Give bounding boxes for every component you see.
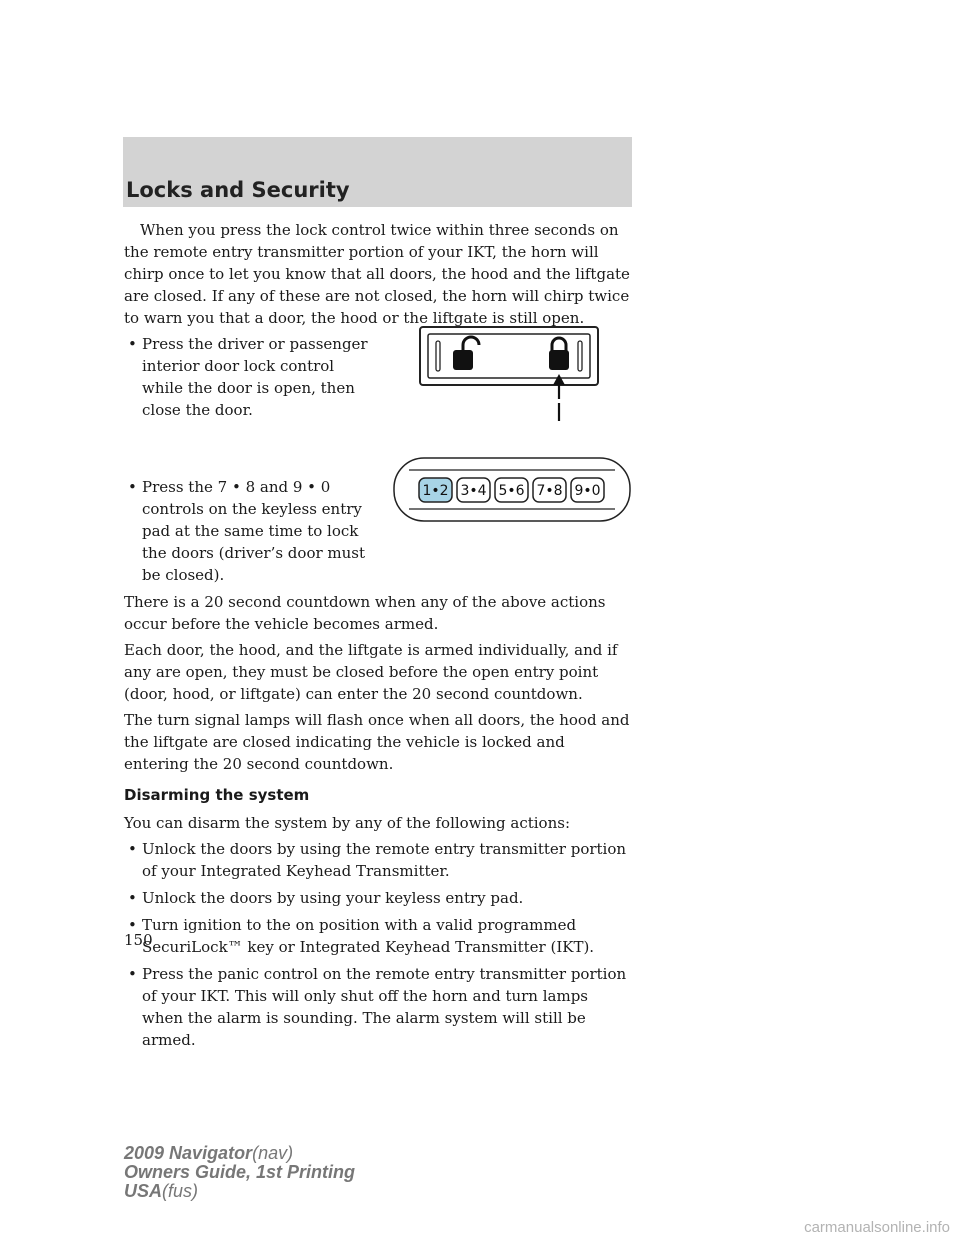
bullet-dot: • [128, 916, 137, 934]
armed-paragraph: Each door, the hood, and the liftgate is armed individually, and if any are open, they must be closed before the open entry point (door, hood, or liftgate) can enter the 20 second countdown. [124, 641, 618, 703]
intro-paragraph: When you press the lock control twice within three seconds on the remote entry transmitter portion of your IKT, the horn will chirp once to let you know that all doors, the hood and the liftgate are closed. If any of these are not closed, the horn will chirp twice to warn you that a door, the hood or the liftgate is still open. [124, 221, 630, 327]
keypad-button-label: 9•0 [574, 483, 601, 499]
bullet-dot: • [128, 335, 137, 353]
disarm-bullet [124, 963, 630, 1051]
keyless-entry-pad-illustration [393, 457, 631, 523]
keypad-button-label: 7•8 [536, 483, 563, 499]
bullet-dot: • [128, 965, 137, 983]
disarm-bullet-text: Turn ignition to the on position with a valid programmed SecuriLock™ key or Integrated Keyhead Transmitter (IKT). [142, 916, 595, 956]
keypad-button-label: 3•4 [460, 483, 487, 499]
unlock-icon [453, 337, 479, 370]
countdown-paragraph: There is a 20 second countdown when any of the above actions occur before the vehicle becomes armed. [124, 593, 606, 633]
disarm-intro: You can disarm the system by any of the following actions: [124, 814, 570, 832]
disarm-bullet-text: Press the panic control on the remote entry transmitter portion of your IKT. This will only shut off the horn and turn lamps when the alarm is sounding. The alarm system will still be armed. [142, 965, 627, 1049]
arrow-icon [553, 374, 565, 421]
keypad-button-label: 5•6 [498, 483, 525, 499]
footer-line-3: USA(fus) [124, 1181, 199, 1201]
page-number: 150 [124, 931, 153, 949]
disarm-bullet [124, 887, 630, 909]
bullet-door-lock-text: Press the driver or passenger interior door lock control while the door is open, then close the door. [142, 335, 368, 419]
disarm-bullet [124, 838, 630, 882]
lock-icon [549, 338, 569, 370]
disarm-bullet-text: Unlock the doors by using the remote entry transmitter portion of your Integrated Keyhead Transmitter. [142, 840, 627, 880]
bullet-dot: • [128, 840, 137, 858]
footer-line-1: 2009 Navigator(nav) [124, 1143, 294, 1163]
disarm-heading: Disarming the system [124, 786, 310, 804]
footer [124, 1144, 355, 1201]
bullet-keypad-lock [124, 476, 378, 586]
disarm-bullet-text: Unlock the doors by using your keyless entry pad. [142, 889, 524, 907]
footer-line-2: Owners Guide, 1st Printing [124, 1162, 356, 1182]
door-lock-switch-illustration [419, 325, 599, 425]
section-title: Locks and Security [126, 178, 350, 202]
bullet-door-lock [124, 333, 378, 421]
bullet-dot: • [128, 478, 137, 496]
keypad-button-label: 1•2 [422, 483, 449, 499]
bullet-keypad-lock-text: Press the 7 • 8 and 9 • 0 controls on the keyless entry pad at the same time to lock the doors (driver’s door must be closed). [142, 478, 366, 584]
watermark: carmanualsonline.info [804, 1219, 950, 1236]
bullet-dot: • [128, 889, 137, 907]
disarm-bullet [124, 914, 630, 958]
turn-signal-paragraph: The turn signal lamps will flash once when all doors, the hood and the liftgate are closed indicating the vehicle is locked and entering the 20 second countdown. [124, 711, 630, 773]
